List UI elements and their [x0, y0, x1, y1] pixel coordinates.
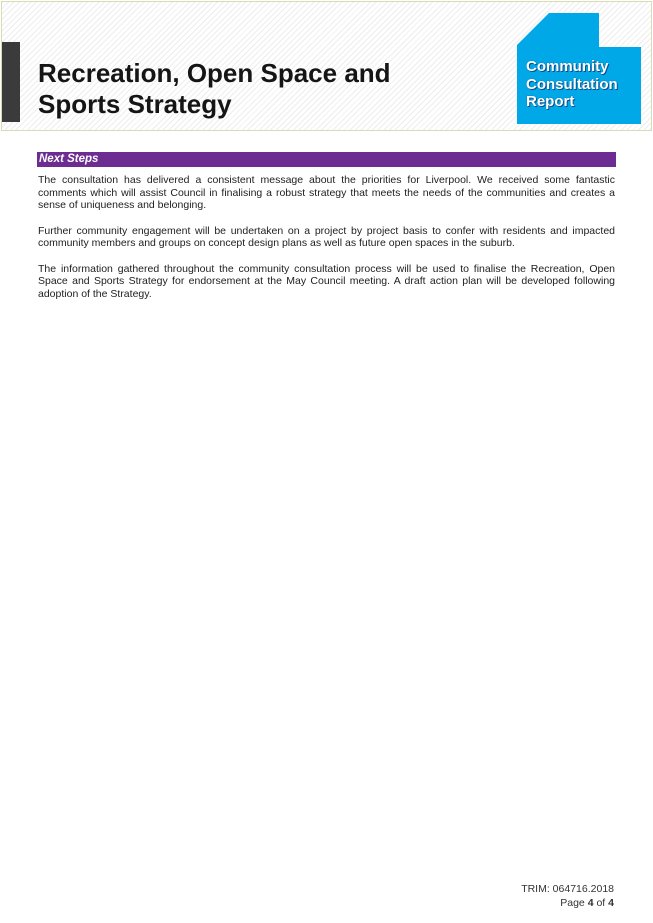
- badge-line-3: Report: [526, 93, 575, 110]
- section-heading-bar: [37, 152, 616, 167]
- header-accent-bar: [2, 42, 20, 122]
- consultation-report-badge: [517, 13, 641, 124]
- badge-line-2: Consultation: [526, 75, 618, 93]
- paragraph-1: The consultation has delivered a consistent message about the priorities for Liverpool. We received some fantastic comments which will assist Council in finalising a robust strategy that meets the needs of the communities and creates a sense of uniqueness and belonging.: [38, 174, 615, 211]
- section-body: [38, 174, 615, 313]
- page-word: Page: [560, 897, 585, 909]
- document-title: Recreation, Open Space and Sports Strategy: [38, 58, 391, 119]
- badge-label: [526, 58, 641, 111]
- badge-line-1: Community: [526, 58, 609, 75]
- section-title: Next Steps: [39, 153, 99, 165]
- page-of: of: [596, 897, 606, 909]
- page-number: [521, 896, 614, 910]
- paragraph-2: Further community engagement will be undertaken on a project by project basis to confer with residents and impacted community members and groups on concept design plans as well as future open spaces in the suburb.: [38, 224, 615, 249]
- page-header: [1, 1, 652, 131]
- page-footer: [521, 882, 614, 910]
- paragraph-3: The information gathered throughout the community consultation process will be used to finalise the Recreation, Open Space and Sports Strategy for endorsement at the May Council meeting. A draft action plan will be developed following adoption of the Strategy.: [38, 262, 615, 300]
- page-total: 4: [608, 897, 614, 909]
- page-current: 4: [587, 897, 594, 909]
- trim-reference: TRIM: 064716.2018: [521, 883, 614, 895]
